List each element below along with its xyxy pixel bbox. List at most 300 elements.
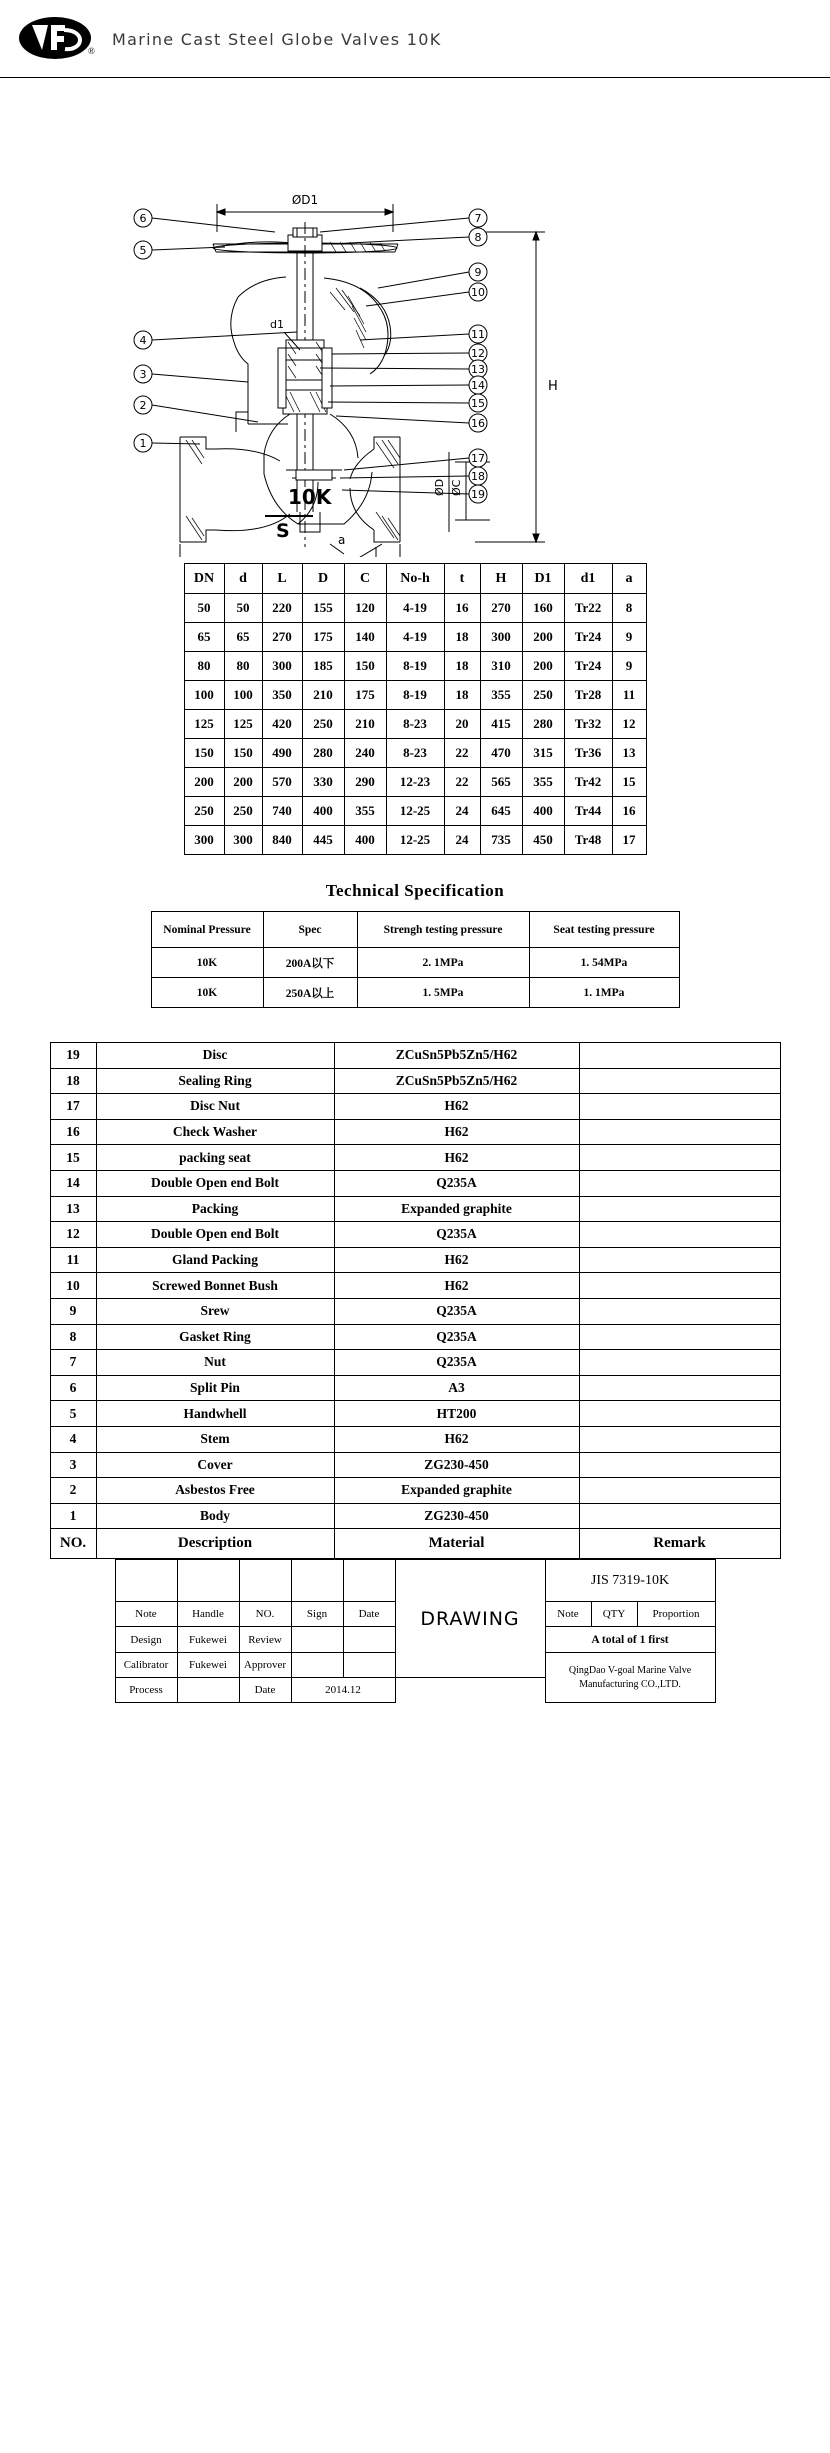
svg-text:8: 8 <box>474 231 482 244</box>
tech-spec-table <box>151 911 680 1008</box>
cell: 175 <box>344 681 386 710</box>
tb-col-date: Date <box>343 1602 395 1627</box>
table-row <box>50 1247 780 1273</box>
cell: 18 <box>444 652 480 681</box>
svg-text:ØC: ØC <box>450 479 463 496</box>
cell: 330 <box>302 768 344 797</box>
part-no: 5 <box>50 1401 96 1427</box>
table-row <box>50 1478 780 1504</box>
table-row <box>50 1196 780 1222</box>
cell: 490 <box>262 739 302 768</box>
cell: 8-23 <box>386 739 444 768</box>
part-material: HT200 <box>334 1401 579 1427</box>
cell: 17 <box>612 826 646 855</box>
part-description: Gland Packing <box>96 1247 334 1273</box>
cell: Tr42 <box>564 768 612 797</box>
dim-col-t: t <box>444 564 480 594</box>
cell: 11 <box>612 681 646 710</box>
title-block <box>115 1559 716 1703</box>
cell: 445 <box>302 826 344 855</box>
dim-col-d1: D1 <box>522 564 564 594</box>
cell: 300 <box>224 826 262 855</box>
part-description: Sealing Ring <box>96 1068 334 1094</box>
cell: 1. 54MPa <box>529 948 679 978</box>
svg-text:ØD: ØD <box>433 478 446 496</box>
svg-text:3: 3 <box>139 368 147 381</box>
part-description: Asbestos Free <box>96 1478 334 1504</box>
tb-date-calibrator <box>343 1653 395 1678</box>
part-remark <box>579 1503 780 1529</box>
table-row <box>50 1068 780 1094</box>
part-no: 14 <box>50 1170 96 1196</box>
part-no: 19 <box>50 1043 96 1069</box>
cell: 50 <box>184 594 224 623</box>
svg-text:4: 4 <box>139 334 147 347</box>
cell: 400 <box>302 797 344 826</box>
part-remark <box>579 1426 780 1452</box>
table-row <box>184 768 646 797</box>
cell: 125 <box>224 710 262 739</box>
svg-text:19: 19 <box>471 488 485 501</box>
tb-right-proportion: Proportion <box>637 1602 715 1627</box>
cell: 8-19 <box>386 652 444 681</box>
tb-role-review: Review <box>239 1627 291 1653</box>
part-remark <box>579 1119 780 1145</box>
cell: 155 <box>302 594 344 623</box>
cell: Tr24 <box>564 652 612 681</box>
svg-text:10: 10 <box>471 286 485 299</box>
dim-col-c: C <box>344 564 386 594</box>
part-no: 13 <box>50 1196 96 1222</box>
cell: 250 <box>224 797 262 826</box>
table-row <box>184 739 646 768</box>
part-description: Packing <box>96 1196 334 1222</box>
parts-list-table <box>50 1042 781 1559</box>
part-remark <box>579 1222 780 1248</box>
cell: 570 <box>262 768 302 797</box>
company-name <box>545 1653 715 1703</box>
cell: 200 <box>184 768 224 797</box>
table-row <box>50 1503 780 1529</box>
svg-text:17: 17 <box>471 452 485 465</box>
tb-name-process <box>177 1678 239 1703</box>
cell: 200A以下 <box>263 948 357 978</box>
part-remark <box>579 1043 780 1069</box>
spec-col-seat: Seat testing pressure <box>529 912 679 948</box>
registered-mark: ® <box>88 46 95 56</box>
dimension-table <box>184 563 647 855</box>
cell: 300 <box>262 652 302 681</box>
title-block-container <box>0 1559 830 1703</box>
cell: 200 <box>522 623 564 652</box>
cell: 280 <box>522 710 564 739</box>
cell: 355 <box>480 681 522 710</box>
table-row <box>50 1170 780 1196</box>
cell: 200 <box>522 652 564 681</box>
part-material: ZCuSn5Pb5Zn5/H62 <box>334 1068 579 1094</box>
cell: 22 <box>444 768 480 797</box>
part-description: Screwed Bonnet Bush <box>96 1273 334 1299</box>
parts-footer-remark: Remark <box>579 1529 780 1559</box>
cell: 315 <box>522 739 564 768</box>
part-description: Check Washer <box>96 1119 334 1145</box>
spec-col-spec: Spec <box>263 912 357 948</box>
parts-footer-material: Material <box>334 1529 579 1559</box>
part-remark <box>579 1247 780 1273</box>
tb-date-process: 2014.12 <box>291 1678 395 1703</box>
cell: 400 <box>522 797 564 826</box>
tb-name-design: Fukewei <box>177 1627 239 1653</box>
cell: 240 <box>344 739 386 768</box>
svg-text:16: 16 <box>471 417 485 430</box>
tb-blank-2 <box>177 1560 239 1602</box>
parts-list-container <box>0 1042 830 1559</box>
svg-text:11: 11 <box>471 328 485 341</box>
part-material: ZG230-450 <box>334 1452 579 1478</box>
table-row <box>151 948 679 978</box>
part-no: 17 <box>50 1094 96 1120</box>
cell: 250 <box>184 797 224 826</box>
part-material: H62 <box>334 1247 579 1273</box>
part-no: 18 <box>50 1068 96 1094</box>
cell: 24 <box>444 797 480 826</box>
cell: 80 <box>184 652 224 681</box>
svg-text:12: 12 <box>471 347 485 360</box>
cell: 355 <box>522 768 564 797</box>
tech-spec-title: Technical Specification <box>325 881 505 900</box>
cell: 125 <box>184 710 224 739</box>
table-row <box>50 1119 780 1145</box>
table-row <box>184 826 646 855</box>
table-row <box>50 1222 780 1248</box>
cell: 270 <box>262 623 302 652</box>
parts-footer-description: Description <box>96 1529 334 1559</box>
cell: 270 <box>480 594 522 623</box>
cell: 470 <box>480 739 522 768</box>
part-no: 3 <box>50 1452 96 1478</box>
table-row <box>50 1350 780 1376</box>
cell: 13 <box>612 739 646 768</box>
table-row <box>184 652 646 681</box>
dim-col-smalld1: d1 <box>564 564 612 594</box>
part-no: 8 <box>50 1324 96 1350</box>
tb-label-design: Design <box>115 1627 177 1653</box>
cell: 50 <box>224 594 262 623</box>
cell: 450 <box>522 826 564 855</box>
cell: 2. 1MPa <box>357 948 529 978</box>
total-label: A total of 1 first <box>545 1627 715 1653</box>
table-row <box>50 1324 780 1350</box>
spec-col-strength: Strengh testing pressure <box>357 912 529 948</box>
cell: Tr36 <box>564 739 612 768</box>
page-title: Marine Cast Steel Globe Valves 10K <box>112 30 442 49</box>
dim-col-bigd: D <box>302 564 344 594</box>
svg-text:ØD1: ØD1 <box>291 193 319 207</box>
cell: 120 <box>344 594 386 623</box>
svg-text:10K: 10K <box>288 485 332 509</box>
tb-col-sign: Sign <box>291 1602 343 1627</box>
svg-text:H: H <box>548 379 558 394</box>
part-remark <box>579 1273 780 1299</box>
part-remark <box>579 1375 780 1401</box>
part-remark <box>579 1298 780 1324</box>
part-material: Expanded graphite <box>334 1478 579 1504</box>
cell: 10K <box>151 978 263 1008</box>
cell: 12-25 <box>386 797 444 826</box>
cell: 400 <box>344 826 386 855</box>
dim-col-l: L <box>262 564 302 594</box>
cell: 16 <box>612 797 646 826</box>
table-row <box>50 1043 780 1069</box>
part-no: 11 <box>50 1247 96 1273</box>
dim-col-d: d <box>224 564 262 594</box>
dim-col-dn: DN <box>184 564 224 594</box>
tb-col-no: NO. <box>239 1602 291 1627</box>
part-description: packing seat <box>96 1145 334 1171</box>
cell: 150 <box>344 652 386 681</box>
table-row <box>50 1298 780 1324</box>
cell: 150 <box>224 739 262 768</box>
part-description: Body <box>96 1503 334 1529</box>
tb-blank-3 <box>239 1560 291 1602</box>
cell: 22 <box>444 739 480 768</box>
page-header <box>0 0 830 78</box>
tb-col-note: Note <box>115 1602 177 1627</box>
company-logo-icon <box>18 16 92 60</box>
dim-col-noh: No-h <box>386 564 444 594</box>
svg-text:2: 2 <box>139 399 147 412</box>
cell: 10K <box>151 948 263 978</box>
part-description: Disc <box>96 1043 334 1069</box>
svg-text:1: 1 <box>139 437 147 450</box>
cell: 175 <box>302 623 344 652</box>
svg-text:S: S <box>276 520 290 542</box>
dim-col-h: H <box>480 564 522 594</box>
part-material: H62 <box>334 1273 579 1299</box>
part-no: 2 <box>50 1478 96 1504</box>
cell: 415 <box>480 710 522 739</box>
part-no: 16 <box>50 1119 96 1145</box>
part-material: Q235A <box>334 1222 579 1248</box>
cell: 65 <box>184 623 224 652</box>
tb-role-date: Date <box>239 1678 291 1703</box>
svg-text:9: 9 <box>474 266 482 279</box>
cell: Tr48 <box>564 826 612 855</box>
tech-spec-header-row <box>151 912 679 948</box>
part-remark <box>579 1324 780 1350</box>
table-row <box>50 1452 780 1478</box>
tb-sign-design <box>291 1627 343 1653</box>
part-description: Handwhell <box>96 1401 334 1427</box>
cell: 250 <box>522 681 564 710</box>
cell: 12 <box>612 710 646 739</box>
part-material: H62 <box>334 1426 579 1452</box>
cell: 12-23 <box>386 768 444 797</box>
cell: Tr28 <box>564 681 612 710</box>
cell: 210 <box>302 681 344 710</box>
cell: 250 <box>302 710 344 739</box>
tb-name-calibrator: Fukewei <box>177 1653 239 1678</box>
part-material: Q235A <box>334 1350 579 1376</box>
cell: 735 <box>480 826 522 855</box>
part-remark <box>579 1350 780 1376</box>
part-remark <box>579 1196 780 1222</box>
part-material: Q235A <box>334 1298 579 1324</box>
cell: 65 <box>224 623 262 652</box>
cell: 1. 5MPa <box>357 978 529 1008</box>
part-material: Expanded graphite <box>334 1196 579 1222</box>
svg-text:14: 14 <box>471 379 485 392</box>
table-row <box>184 710 646 739</box>
part-description: Split Pin <box>96 1375 334 1401</box>
cell: 290 <box>344 768 386 797</box>
svg-text:5: 5 <box>139 244 147 257</box>
cell: 185 <box>302 652 344 681</box>
table-row <box>50 1375 780 1401</box>
cell: 160 <box>522 594 564 623</box>
svg-text:6: 6 <box>139 212 147 225</box>
cell: Tr44 <box>564 797 612 826</box>
tb-sign-calibrator <box>291 1653 343 1678</box>
part-description: Nut <box>96 1350 334 1376</box>
cell: 9 <box>612 652 646 681</box>
cell: 12-25 <box>386 826 444 855</box>
part-remark <box>579 1452 780 1478</box>
part-no: 12 <box>50 1222 96 1248</box>
part-material: ZG230-450 <box>334 1503 579 1529</box>
tb-blank-5 <box>343 1560 395 1602</box>
cell: 645 <box>480 797 522 826</box>
cell: 4-19 <box>386 623 444 652</box>
cell: Tr32 <box>564 710 612 739</box>
cell: 840 <box>262 826 302 855</box>
cell: 9 <box>612 623 646 652</box>
cell: 310 <box>480 652 522 681</box>
cell: 8-19 <box>386 681 444 710</box>
cell: 100 <box>224 681 262 710</box>
valve-drawing <box>0 92 830 557</box>
table-row <box>50 1273 780 1299</box>
cell: 565 <box>480 768 522 797</box>
parts-list-footer-row <box>50 1529 780 1559</box>
cell: 740 <box>262 797 302 826</box>
cell: 8 <box>612 594 646 623</box>
part-description: Double Open end Bolt <box>96 1170 334 1196</box>
table-row <box>50 1145 780 1171</box>
cell: 250A以上 <box>263 978 357 1008</box>
cell: 220 <box>262 594 302 623</box>
table-row <box>50 1401 780 1427</box>
cell: 100 <box>184 681 224 710</box>
cell: 140 <box>344 623 386 652</box>
table-row <box>50 1426 780 1452</box>
part-no: 10 <box>50 1273 96 1299</box>
cell: 420 <box>262 710 302 739</box>
cell: 280 <box>302 739 344 768</box>
svg-text:18: 18 <box>471 470 485 483</box>
table-row <box>184 797 646 826</box>
cell: 355 <box>344 797 386 826</box>
table-row <box>184 681 646 710</box>
cell: Tr24 <box>564 623 612 652</box>
tb-label-process: Process <box>115 1678 177 1703</box>
part-no: 6 <box>50 1375 96 1401</box>
part-no: 1 <box>50 1503 96 1529</box>
part-no: 15 <box>50 1145 96 1171</box>
table-row <box>184 594 646 623</box>
cell: 150 <box>184 739 224 768</box>
standard-label: JIS 7319-10K <box>545 1560 715 1602</box>
table-row <box>50 1094 780 1120</box>
table-row <box>184 623 646 652</box>
part-no: 4 <box>50 1426 96 1452</box>
tb-blank-4 <box>291 1560 343 1602</box>
part-description: Disc Nut <box>96 1094 334 1120</box>
dim-col-a: a <box>612 564 646 594</box>
cell: 300 <box>480 623 522 652</box>
part-description: Double Open end Bolt <box>96 1222 334 1248</box>
tb-col-handle: Handle <box>177 1602 239 1627</box>
part-no: 7 <box>50 1350 96 1376</box>
svg-text:15: 15 <box>471 397 485 410</box>
tb-date-design <box>343 1627 395 1653</box>
svg-text:a: a <box>338 533 346 547</box>
svg-text:d1: d1 <box>270 318 284 331</box>
cell: 1. 1MPa <box>529 978 679 1008</box>
part-description: Gasket Ring <box>96 1324 334 1350</box>
part-material: A3 <box>334 1375 579 1401</box>
part-material: Q235A <box>334 1324 579 1350</box>
cell: 8-23 <box>386 710 444 739</box>
company-line-2: Manufacturing CO.,LTD. <box>579 1678 681 1690</box>
part-material: Q235A <box>334 1170 579 1196</box>
part-remark <box>579 1145 780 1171</box>
cell: 18 <box>444 681 480 710</box>
tb-role-approver: Approver <box>239 1653 291 1678</box>
cell: 16 <box>444 594 480 623</box>
svg-text:13: 13 <box>471 363 485 376</box>
part-no: 9 <box>50 1298 96 1324</box>
part-remark <box>579 1094 780 1120</box>
tb-right-note: Note <box>545 1602 591 1627</box>
part-description: Stem <box>96 1426 334 1452</box>
part-description: Cover <box>96 1452 334 1478</box>
part-remark <box>579 1170 780 1196</box>
spec-col-nominal-pressure: Nominal Pressure <box>151 912 263 948</box>
dimension-table-container <box>0 563 830 855</box>
cell: 20 <box>444 710 480 739</box>
part-material: ZCuSn5Pb5Zn5/H62 <box>334 1043 579 1069</box>
cell: 80 <box>224 652 262 681</box>
parts-footer-no: NO. <box>50 1529 96 1559</box>
cell: 24 <box>444 826 480 855</box>
svg-text:7: 7 <box>474 212 482 225</box>
part-description: Srew <box>96 1298 334 1324</box>
cell: 210 <box>344 710 386 739</box>
part-material: H62 <box>334 1145 579 1171</box>
cell: 4-19 <box>386 594 444 623</box>
cell: 15 <box>612 768 646 797</box>
part-material: H62 <box>334 1119 579 1145</box>
part-remark <box>579 1068 780 1094</box>
company-line-1: QingDao V-goal Marine Valve <box>568 1665 692 1677</box>
cell: Tr22 <box>564 594 612 623</box>
drawing-label: DRAWING <box>395 1560 545 1678</box>
dimension-table-header-row <box>184 564 646 594</box>
tb-right-qty: QTY <box>591 1602 637 1627</box>
cell: 200 <box>224 768 262 797</box>
part-material: H62 <box>334 1094 579 1120</box>
